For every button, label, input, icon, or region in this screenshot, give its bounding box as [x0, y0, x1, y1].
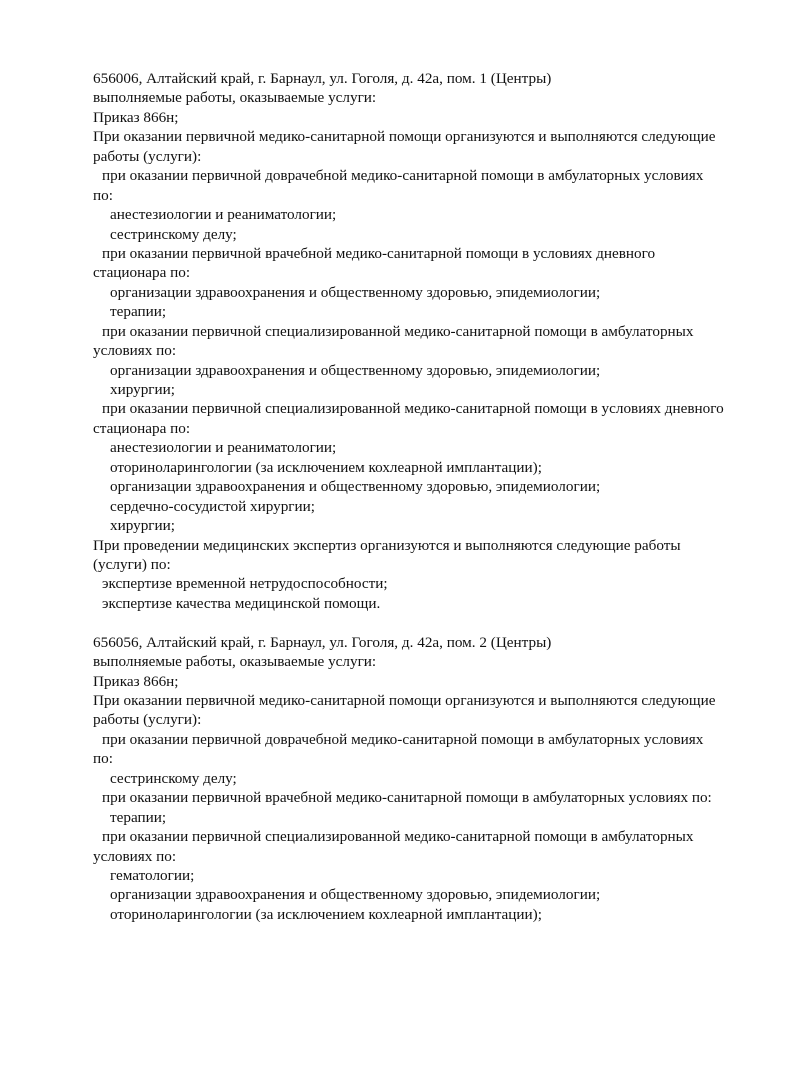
service-item: организации здравоохранения и общественному здоровью, эпидемиологии; — [110, 886, 601, 904]
order-line: Приказ 866н; — [93, 672, 179, 690]
expertise-intro: (услуги) по: — [93, 555, 171, 573]
service-item: анестезиологии и реаниматологии; — [110, 206, 337, 224]
service-item: оториноларингологии (за исключением кохлеарной имплантации); — [110, 905, 542, 923]
intro-line: При оказании первичной медико-санитарной помощи организуются и выполняются следующие — [93, 128, 716, 146]
section-heading: при оказании первичной специализированной медико-санитарной помощи в амбулаторных — [102, 828, 694, 846]
section-heading: при оказании первичной специализированной медико-санитарной помощи в условиях дневного — [102, 400, 724, 418]
section-heading: при оказании первичной доврачебной медико-санитарной помощи в амбулаторных условиях — [102, 167, 704, 185]
section-heading: по: — [93, 186, 113, 204]
section-heading: при оказании первичной доврачебной медико-санитарной помощи в амбулаторных условиях — [102, 730, 704, 748]
works-label: выполняемые работы, оказываемые услуги: — [93, 89, 377, 107]
section-heading: при оказании первичной специализированной медико-санитарной помощи в амбулаторных — [102, 322, 694, 340]
service-item: терапии; — [110, 808, 167, 826]
service-item: организации здравоохранения и общественному здоровью, эпидемиологии; — [110, 361, 601, 379]
service-item: хирургии; — [110, 517, 176, 535]
service-item: сердечно-сосудистой хирургии; — [110, 497, 316, 515]
service-item: сестринскому делу; — [110, 225, 237, 243]
license-block — [93, 633, 773, 925]
section-heading: при оказании первичной врачебной медико-санитарной помощи в амбулаторных условиях по: — [102, 789, 712, 807]
intro-line: работы (услуги): — [93, 147, 202, 165]
service-item: хирургии; — [110, 381, 176, 398]
section-heading: по: — [93, 750, 113, 768]
address-line: 656006, Алтайский край, г. Барнаул, ул. Гоголя, д. 42а, пом. 1 (Центры) — [93, 70, 552, 87]
intro-line: работы (услуги): — [93, 711, 202, 729]
document-page — [93, 69, 773, 924]
service-item: оториноларингологии (за исключением кохлеарной имплантации); — [110, 458, 542, 476]
expertise-intro: При проведении медицинских экспертиз организуются и выполняются следующие работы — [93, 536, 681, 554]
service-item: гематологии; — [110, 866, 195, 884]
section-heading: условиях по: — [93, 342, 177, 360]
works-label: выполняемые работы, оказываемые услуги: — [93, 653, 377, 671]
license-block — [93, 69, 773, 613]
section-heading: стационара по: — [93, 419, 191, 437]
section-heading: при оказании первичной врачебной медико-санитарной помощи в условиях дневного — [102, 244, 656, 262]
section-heading: стационара по: — [93, 264, 191, 282]
service-item: сестринскому делу; — [110, 769, 237, 787]
order-line: Приказ 866н; — [93, 108, 179, 126]
service-item: анестезиологии и реаниматологии; — [110, 439, 337, 457]
address-line: 656056, Алтайский край, г. Барнаул, ул. Гоголя, д. 42а, пом. 2 (Центры) — [93, 633, 552, 651]
expertise-item: экспертизе качества медицинской помощи. — [102, 594, 381, 612]
section-heading: условиях по: — [93, 847, 177, 865]
service-item: организации здравоохранения и общественному здоровью, эпидемиологии; — [110, 478, 601, 496]
service-item: организации здравоохранения и общественному здоровью, эпидемиологии; — [110, 283, 601, 301]
block-spacer — [93, 613, 773, 632]
intro-line: При оказании первичной медико-санитарной помощи организуются и выполняются следующие — [93, 692, 716, 709]
expertise-item: экспертизе временной нетрудоспособности; — [102, 575, 388, 593]
service-item: терапии; — [110, 303, 167, 321]
